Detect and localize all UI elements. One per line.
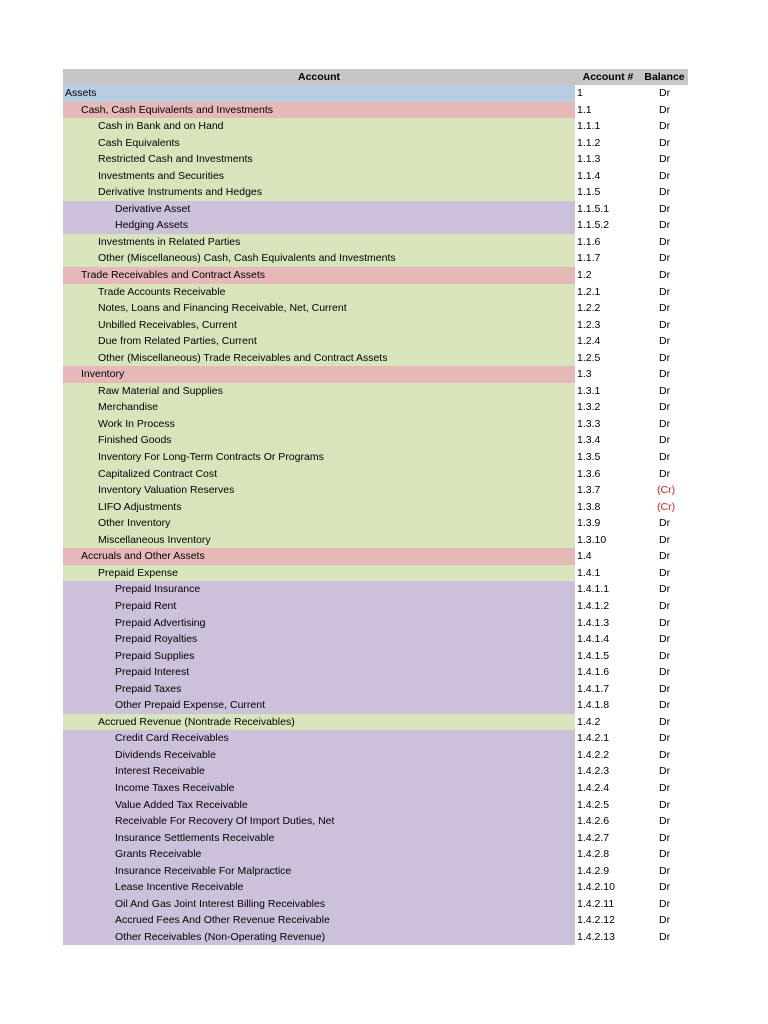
- account-number-cell: 1.2.4: [575, 333, 641, 350]
- balance-column-header: Balance: [644, 71, 685, 83]
- account-name-cell: Value Added Tax Receivable: [63, 797, 575, 814]
- balance-cell: (Cr): [641, 482, 688, 499]
- balance-cell: Dr: [641, 284, 688, 301]
- account-name-cell: Other Prepaid Expense, Current: [63, 697, 575, 714]
- account-name-cell: Prepaid Insurance: [63, 581, 575, 598]
- account-number-cell: 1.4.1.8: [575, 697, 641, 714]
- table-row: [63, 714, 688, 731]
- account-name-cell: Investments and Securities: [63, 168, 575, 185]
- table-row: [63, 697, 688, 714]
- table-row: [63, 747, 688, 764]
- table-row: [63, 250, 688, 267]
- account-number-cell: 1.4.2: [575, 714, 641, 731]
- account-number-cell: 1.4.1.1: [575, 581, 641, 598]
- table-row: [63, 284, 688, 301]
- account-number-cell: 1.4.2.1: [575, 730, 641, 747]
- account-number-cell: 1.4.2.9: [575, 863, 641, 880]
- table-row: [63, 532, 688, 549]
- account-name-cell: Assets: [63, 85, 575, 102]
- account-name-cell: Notes, Loans and Financing Receivable, Net, Current: [63, 300, 575, 317]
- table-row: [63, 664, 688, 681]
- table-row: [63, 217, 688, 234]
- balance-cell: Dr: [641, 300, 688, 317]
- account-number-cell: 1.3.5: [575, 449, 641, 466]
- account-number-cell: 1.4.2.11: [575, 896, 641, 913]
- account-number-cell: 1.3.7: [575, 482, 641, 499]
- account-name-cell: Grants Receivable: [63, 846, 575, 863]
- account-number-cell: 1.2.3: [575, 317, 641, 334]
- table-row: [63, 168, 688, 185]
- table-row: [63, 399, 688, 416]
- account-number-cell: 1.1.7: [575, 250, 641, 267]
- account-name-cell: Other Inventory: [63, 515, 575, 532]
- account-name-cell: Miscellaneous Inventory: [63, 532, 575, 549]
- balance-cell: Dr: [641, 896, 688, 913]
- table-row: [63, 813, 688, 830]
- account-name-cell: Finished Goods: [63, 432, 575, 449]
- account-number-cell: 1.1.5.2: [575, 217, 641, 234]
- account-number-cell: 1.2.1: [575, 284, 641, 301]
- balance-cell: Dr: [641, 317, 688, 334]
- account-name-cell: Oil And Gas Joint Interest Billing Receivables: [63, 896, 575, 913]
- account-name-cell: Receivable For Recovery Of Import Duties, Net: [63, 813, 575, 830]
- account-name-cell: Raw Material and Supplies: [63, 383, 575, 400]
- account-number-cell: 1.4.2.7: [575, 830, 641, 847]
- table-row: [63, 350, 688, 367]
- account-number-cell: 1.4.1.7: [575, 681, 641, 698]
- balance-cell: Dr: [641, 366, 688, 383]
- table-row: [63, 201, 688, 218]
- account-number-cell: 1.3.9: [575, 515, 641, 532]
- account-name-cell: Prepaid Interest: [63, 664, 575, 681]
- table-row: [63, 234, 688, 251]
- balance-cell: Dr: [641, 763, 688, 780]
- table-row: [63, 598, 688, 615]
- account-number-cell: 1.1.6: [575, 234, 641, 251]
- table-row: [63, 763, 688, 780]
- table-row: [63, 482, 688, 499]
- account-number-cell: 1.2.2: [575, 300, 641, 317]
- table-row: [63, 896, 688, 913]
- account-number-cell: 1.3.4: [575, 432, 641, 449]
- account-name-cell: Investments in Related Parties: [63, 234, 575, 251]
- balance-cell: Dr: [641, 333, 688, 350]
- table-row: [63, 102, 688, 119]
- balance-cell: Dr: [641, 267, 688, 284]
- balance-cell: Dr: [641, 598, 688, 615]
- account-number-cell: 1.4.2.5: [575, 797, 641, 814]
- table-body: [63, 85, 688, 945]
- table-row: [63, 85, 688, 102]
- account-name-cell: Capitalized Contract Cost: [63, 466, 575, 483]
- table-row: [63, 383, 688, 400]
- balance-cell: Dr: [641, 466, 688, 483]
- account-number-cell: 1.4.1.4: [575, 631, 641, 648]
- account-number-cell: 1.3.8: [575, 499, 641, 516]
- balance-cell: Dr: [641, 697, 688, 714]
- balance-cell: Dr: [641, 201, 688, 218]
- balance-cell: Dr: [641, 102, 688, 119]
- balance-cell: Dr: [641, 234, 688, 251]
- balance-cell: Dr: [641, 168, 688, 185]
- table-row: [63, 317, 688, 334]
- balance-cell: Dr: [641, 797, 688, 814]
- balance-cell: Dr: [641, 432, 688, 449]
- balance-cell: Dr: [641, 217, 688, 234]
- account-number-cell: 1.1.1: [575, 118, 641, 135]
- balance-cell: Dr: [641, 929, 688, 946]
- table-row: [63, 830, 688, 847]
- table-row: [63, 879, 688, 896]
- table-row: [63, 184, 688, 201]
- account-name-cell: Unbilled Receivables, Current: [63, 317, 575, 334]
- balance-cell: Dr: [641, 383, 688, 400]
- balance-cell: (Cr): [641, 499, 688, 516]
- balance-cell: Dr: [641, 135, 688, 152]
- account-number-cell: 1.3.6: [575, 466, 641, 483]
- account-number-cell: 1.1: [575, 102, 641, 119]
- balance-cell: Dr: [641, 449, 688, 466]
- account-number-cell: 1.1.5: [575, 184, 641, 201]
- balance-cell: Dr: [641, 813, 688, 830]
- account-number-cell: 1.4.2.13: [575, 929, 641, 946]
- table-row: [63, 366, 688, 383]
- account-name-cell: Prepaid Supplies: [63, 648, 575, 665]
- table-row: [63, 631, 688, 648]
- account-name-cell: Dividends Receivable: [63, 747, 575, 764]
- account-number-cell: 1.2.5: [575, 350, 641, 367]
- balance-cell: Dr: [641, 565, 688, 582]
- account-number-cell: 1.4.2.12: [575, 912, 641, 929]
- account-number-cell: 1.1.2: [575, 135, 641, 152]
- balance-cell: Dr: [641, 830, 688, 847]
- table-row: [63, 912, 688, 929]
- account-number-cell: 1.1.4: [575, 168, 641, 185]
- balance-cell: Dr: [641, 548, 688, 565]
- account-name-cell: Credit Card Receivables: [63, 730, 575, 747]
- account-name-cell: Insurance Settlements Receivable: [63, 830, 575, 847]
- table-row: [63, 863, 688, 880]
- account-name-cell: Cash Equivalents: [63, 135, 575, 152]
- table-row: [63, 300, 688, 317]
- balance-cell: Dr: [641, 846, 688, 863]
- balance-cell: Dr: [641, 532, 688, 549]
- table-row: [63, 118, 688, 135]
- account-number-cell: 1.3.10: [575, 532, 641, 549]
- balance-cell: Dr: [641, 863, 688, 880]
- account-number-cell: 1.1.5.1: [575, 201, 641, 218]
- account-name-cell: Prepaid Royalties: [63, 631, 575, 648]
- balance-cell: Dr: [641, 515, 688, 532]
- account-name-cell: Other Receivables (Non-Operating Revenue): [63, 929, 575, 946]
- account-number-cell: 1.4.1.6: [575, 664, 641, 681]
- balance-cell: Dr: [641, 350, 688, 367]
- account-number-cell: 1.4.1.3: [575, 615, 641, 632]
- account-number-cell: 1.4.2.3: [575, 763, 641, 780]
- balance-cell: Dr: [641, 664, 688, 681]
- table-row: [63, 151, 688, 168]
- account-name-cell: Insurance Receivable For Malpractice: [63, 863, 575, 880]
- account-number-cell: 1.4.2.4: [575, 780, 641, 797]
- account-number-cell: 1.3: [575, 366, 641, 383]
- account-name-cell: Cash in Bank and on Hand: [63, 118, 575, 135]
- balance-cell: Dr: [641, 648, 688, 665]
- table-row: [63, 730, 688, 747]
- table-row: [63, 681, 688, 698]
- account-name-cell: Inventory: [63, 366, 575, 383]
- table-row: [63, 846, 688, 863]
- account-name-cell: Lease Incentive Receivable: [63, 879, 575, 896]
- table-row: [63, 432, 688, 449]
- table-row: [63, 581, 688, 598]
- account-name-cell: Interest Receivable: [63, 763, 575, 780]
- balance-cell: Dr: [641, 714, 688, 731]
- account-name-cell: Accrued Revenue (Nontrade Receivables): [63, 714, 575, 731]
- table-row: [63, 449, 688, 466]
- account-name-cell: Cash, Cash Equivalents and Investments: [63, 102, 575, 119]
- account-number-cell: 1.1.3: [575, 151, 641, 168]
- account-name-cell: Other (Miscellaneous) Cash, Cash Equivalents and Investments: [63, 250, 575, 267]
- account-name-cell: Restricted Cash and Investments: [63, 151, 575, 168]
- account-name-cell: Due from Related Parties, Current: [63, 333, 575, 350]
- account-number-column-header: Account #: [582, 71, 634, 83]
- balance-cell: Dr: [641, 151, 688, 168]
- account-number-cell: 1.4.2.2: [575, 747, 641, 764]
- table-row: [63, 499, 688, 516]
- account-name-cell: Trade Receivables and Contract Assets: [63, 267, 575, 284]
- balance-cell: Dr: [641, 184, 688, 201]
- balance-cell: Dr: [641, 581, 688, 598]
- table-row: [63, 333, 688, 350]
- balance-cell: Dr: [641, 631, 688, 648]
- account-name-cell: Other (Miscellaneous) Trade Receivables and Contract Assets: [63, 350, 575, 367]
- table-row: [63, 515, 688, 532]
- account-name-cell: Derivative Instruments and Hedges: [63, 184, 575, 201]
- table-row: [63, 615, 688, 632]
- balance-cell: Dr: [641, 730, 688, 747]
- account-number-cell: 1.3.3: [575, 416, 641, 433]
- account-number-cell: 1.4.1.5: [575, 648, 641, 665]
- balance-cell: Dr: [641, 615, 688, 632]
- account-number-cell: 1.4.1: [575, 565, 641, 582]
- account-number-cell: 1.4.2.8: [575, 846, 641, 863]
- table-header: [63, 69, 688, 85]
- account-column-header: Account: [298, 71, 340, 83]
- balance-cell: Dr: [641, 399, 688, 416]
- table-row: [63, 267, 688, 284]
- table-row: [63, 416, 688, 433]
- account-name-cell: Prepaid Advertising: [63, 615, 575, 632]
- account-name-cell: Accruals and Other Assets: [63, 548, 575, 565]
- table-row: [63, 565, 688, 582]
- balance-cell: Dr: [641, 85, 688, 102]
- account-name-cell: Accrued Fees And Other Revenue Receivable: [63, 912, 575, 929]
- account-name-cell: Derivative Asset: [63, 201, 575, 218]
- balance-cell: Dr: [641, 250, 688, 267]
- balance-cell: Dr: [641, 747, 688, 764]
- account-name-cell: Inventory For Long-Term Contracts Or Programs: [63, 449, 575, 466]
- table-row: [63, 780, 688, 797]
- account-number-cell: 1.2: [575, 267, 641, 284]
- account-name-cell: Prepaid Expense: [63, 565, 575, 582]
- account-number-cell: 1.4: [575, 548, 641, 565]
- account-name-cell: LIFO Adjustments: [63, 499, 575, 516]
- account-number-cell: 1.4.2.6: [575, 813, 641, 830]
- balance-cell: Dr: [641, 681, 688, 698]
- balance-cell: Dr: [641, 879, 688, 896]
- account-number-cell: 1.4.2.10: [575, 879, 641, 896]
- account-number-cell: 1.3.2: [575, 399, 641, 416]
- balance-cell: Dr: [641, 416, 688, 433]
- balance-cell: Dr: [641, 780, 688, 797]
- balance-cell: Dr: [641, 118, 688, 135]
- table-row: [63, 466, 688, 483]
- account-name-cell: Trade Accounts Receivable: [63, 284, 575, 301]
- account-number-cell: 1.3.1: [575, 383, 641, 400]
- chart-of-accounts-table: [63, 69, 688, 945]
- table-row: [63, 135, 688, 152]
- table-row: [63, 929, 688, 946]
- account-name-cell: Income Taxes Receivable: [63, 780, 575, 797]
- account-name-cell: Merchandise: [63, 399, 575, 416]
- account-name-cell: Hedging Assets: [63, 217, 575, 234]
- account-number-cell: 1.4.1.2: [575, 598, 641, 615]
- account-name-cell: Inventory Valuation Reserves: [63, 482, 575, 499]
- account-name-cell: Prepaid Rent: [63, 598, 575, 615]
- balance-cell: Dr: [641, 912, 688, 929]
- table-row: [63, 797, 688, 814]
- table-row: [63, 548, 688, 565]
- account-number-cell: 1: [575, 85, 641, 102]
- account-name-cell: Prepaid Taxes: [63, 681, 575, 698]
- table-row: [63, 648, 688, 665]
- account-name-cell: Work In Process: [63, 416, 575, 433]
